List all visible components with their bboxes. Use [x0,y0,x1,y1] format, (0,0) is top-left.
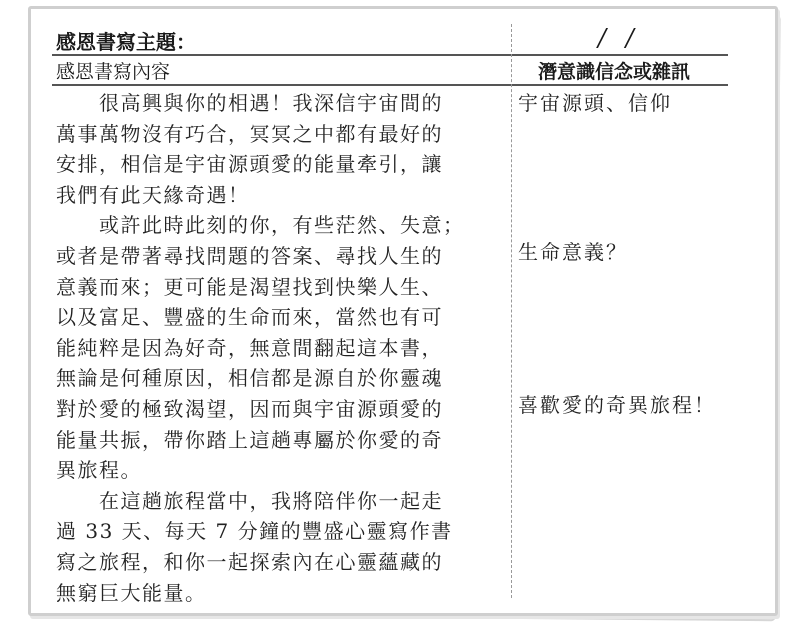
body-line: 或者是帶著尋找問題的答案、尋找人生的 [56,243,443,268]
body-line: 安排，相信是宇宙源頭愛的能量牽引，讓 [56,152,443,177]
body-line: 我們有此天緣奇遇！ [56,182,250,207]
gratitude-writing-body [56,88,508,608]
topic-label: 感恩書寫主題： [56,30,196,54]
body-line: 以及富足、豐盛的生命而來，當然也有可 [56,305,443,330]
note-source-belief: 宇宙源頭、信仰 [518,91,672,115]
body-line: 無窮巨大能量。 [56,580,207,605]
content-column-header: 感恩書寫內容 [56,61,171,83]
body-line: 無論是何種原因，相信都是源自於你靈魂 [56,366,443,391]
note-love-journey: 喜歡愛的奇異旅程！ [518,393,716,417]
body-line: 寫之旅程，和你一起探索內在心靈蘊藏的 [56,549,443,574]
body-line: 過 33 天、每天 7 分鐘的豐盛心靈寫作書 [56,519,453,544]
notes-column-header: 潛意識信念或雜訊 [538,61,691,83]
header-bottom-rule [52,84,728,86]
body-line: 意義而來；更可能是渴望找到快樂人生、 [56,274,443,299]
column-divider [511,24,512,598]
body-line: 異旅程。 [56,458,142,483]
body-line: 能量共振，帶你踏上這趟專屬於你愛的奇 [56,427,443,452]
body-line: 對於愛的極致渴望，因而與宇宙源頭愛的 [56,396,443,421]
header-top-rule [52,54,728,56]
body-line: 能純粹是因為好奇，無意間翻起這本書， [56,335,443,360]
body-line: 在這趟旅程當中，我將陪伴你一起走 [56,488,443,513]
note-life-meaning: 生命意義？ [518,240,628,264]
body-line: 萬事萬物沒有巧合，冥冥之中都有最好的 [56,121,443,146]
body-line: 很高興與你的相遇！我深信宇宙間的 [56,91,443,115]
body-line: 或許此時此刻的你，有些茫然、失意； [56,213,465,238]
date-field: / / [598,24,640,52]
